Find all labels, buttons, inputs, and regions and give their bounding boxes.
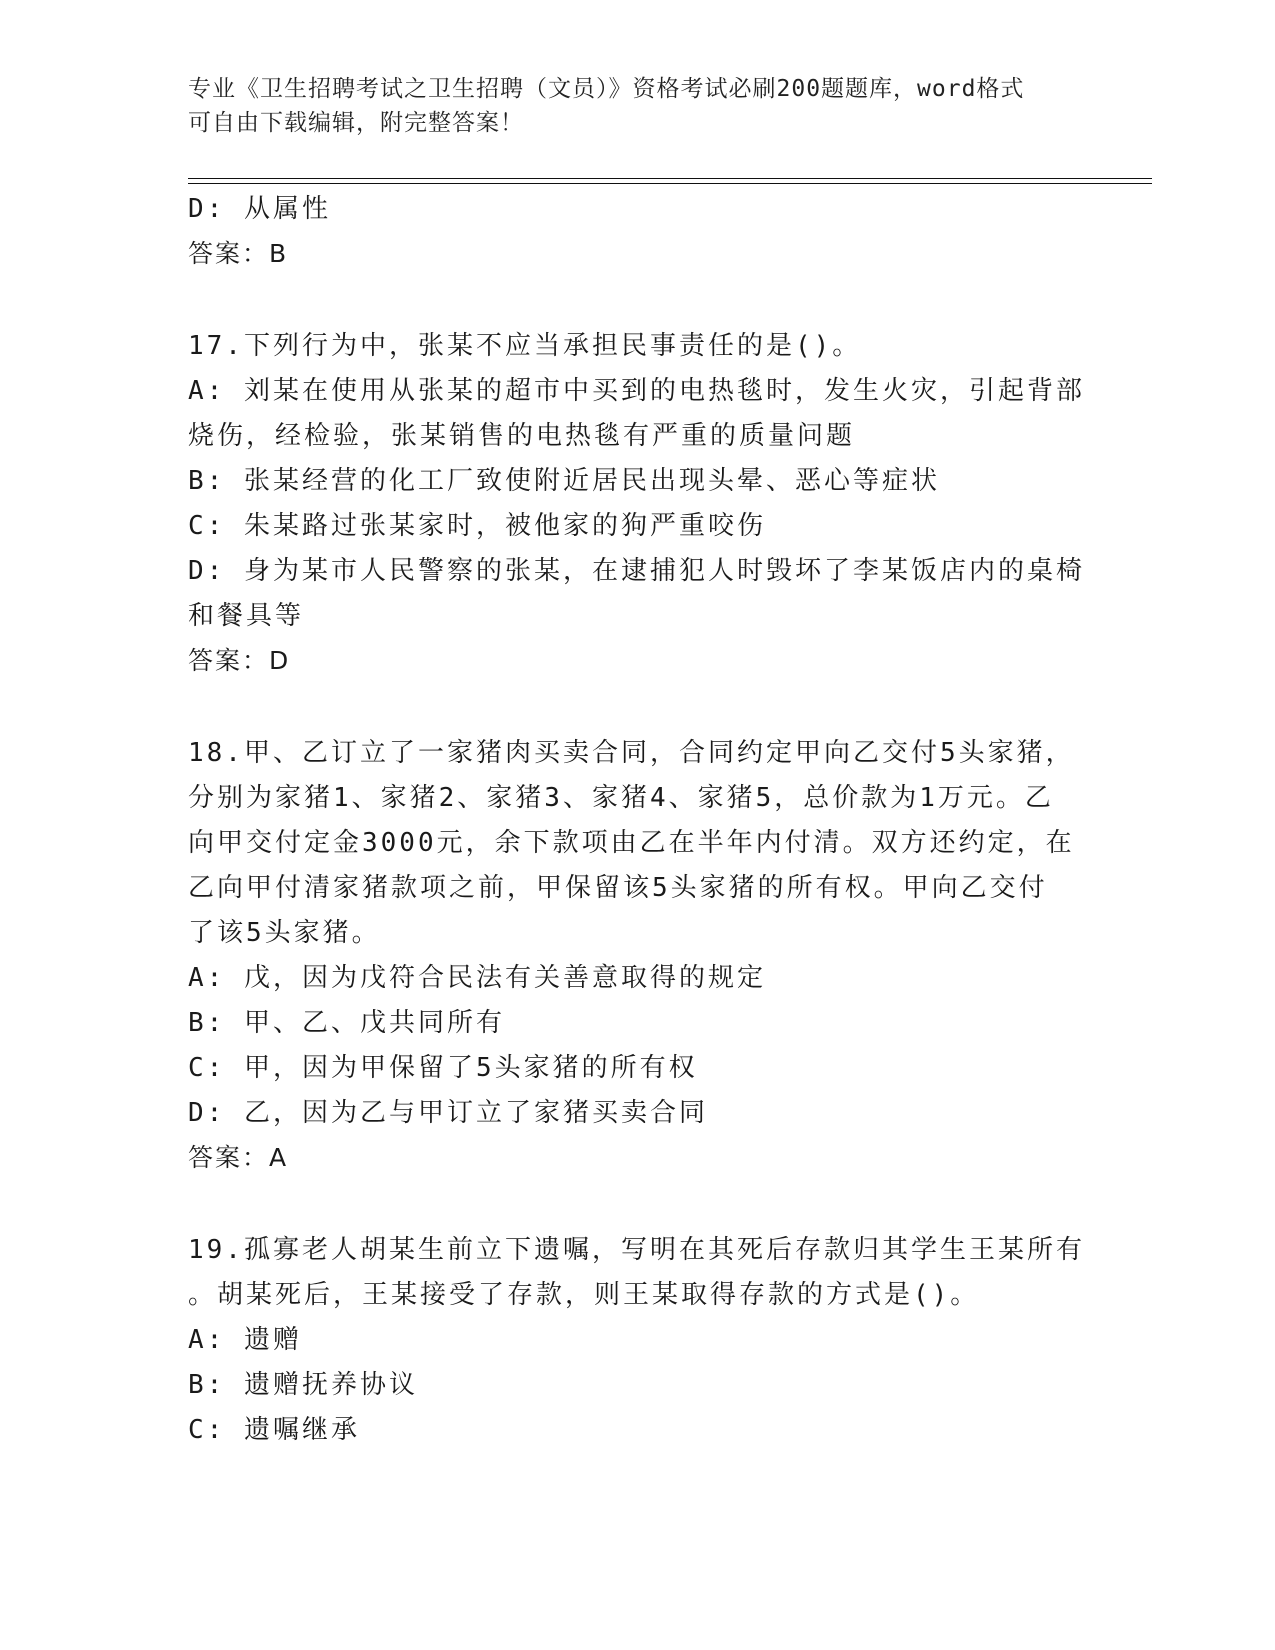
answer-line: 答案：D: [188, 646, 291, 675]
option-text: A: 戊，因为戊符合民法有关善意取得的规定: [188, 963, 766, 993]
option-text: A: 遗赠: [188, 1325, 302, 1355]
question-text: 乙向甲付清家猪款项之前，甲保留该5头家猪的所有权。甲向乙交付: [188, 873, 1048, 903]
question-text: 向甲交付定金3000元，余下款项由乙在半年内付清。双方还约定，在: [188, 828, 1075, 858]
option-text: C: 遗嘱继承: [188, 1415, 360, 1445]
question-text: 。胡某死后，王某接受了存款，则王某取得存款的方式是()。: [188, 1280, 980, 1310]
option-text: C: 甲，因为甲保留了5头家猪的所有权: [188, 1053, 698, 1083]
question-text: 了该5头家猪。: [188, 918, 381, 948]
header-rule-top: [188, 178, 1152, 179]
option-text: 和餐具等: [188, 601, 305, 631]
header-line-2: 可自由下载编辑，附完整答案！: [188, 110, 524, 136]
option-text: D: 乙，因为乙与甲订立了家猪买卖合同: [188, 1098, 708, 1128]
option-text: C: 朱某路过张某家时，被他家的狗严重咬伤: [188, 511, 766, 541]
option-text: 烧伤，经检验，张某销售的电热毯有严重的质量问题: [188, 421, 856, 451]
answer-line: 答案：B: [188, 239, 289, 268]
option-text: B: 张某经营的化工厂致使附近居民出现头晕、恶心等症状: [188, 466, 940, 496]
option-text: D: 身为某市人民警察的张某，在逮捕犯人时毁坏了李某饭店内的桌椅: [188, 556, 1085, 586]
option-text: A: 刘某在使用从张某的超市中买到的电热毯时，发生火灾，引起背部: [188, 376, 1085, 406]
document-header: [188, 72, 1088, 140]
question-text: 17.下列行为中，张某不应当承担民事责任的是()。: [188, 331, 862, 361]
question-text: 分别为家猪1、家猪2、家猪3、家猪4、家猪5，总价款为1万元。乙: [188, 783, 1054, 813]
question-text: 19.孤寡老人胡某生前立下遗嘱，写明在其死后存款归其学生王某所有: [188, 1235, 1085, 1265]
header-line-1: 专业《卫生招聘考试之卫生招聘（文员）》资格考试必刷200题题库，word格式: [188, 76, 1025, 102]
option-text: B: 遗赠抚养协议: [188, 1370, 418, 1400]
option-text: B: 甲、乙、戊共同所有: [188, 1008, 505, 1038]
answer-line: 答案：A: [188, 1143, 289, 1172]
option-text: D: 从属性: [188, 194, 331, 224]
question-text: 18.甲、乙订立了一家猪肉买卖合同，合同约定甲向乙交付5头家猪，: [188, 738, 1075, 768]
header-rule-bottom: [188, 183, 1152, 184]
